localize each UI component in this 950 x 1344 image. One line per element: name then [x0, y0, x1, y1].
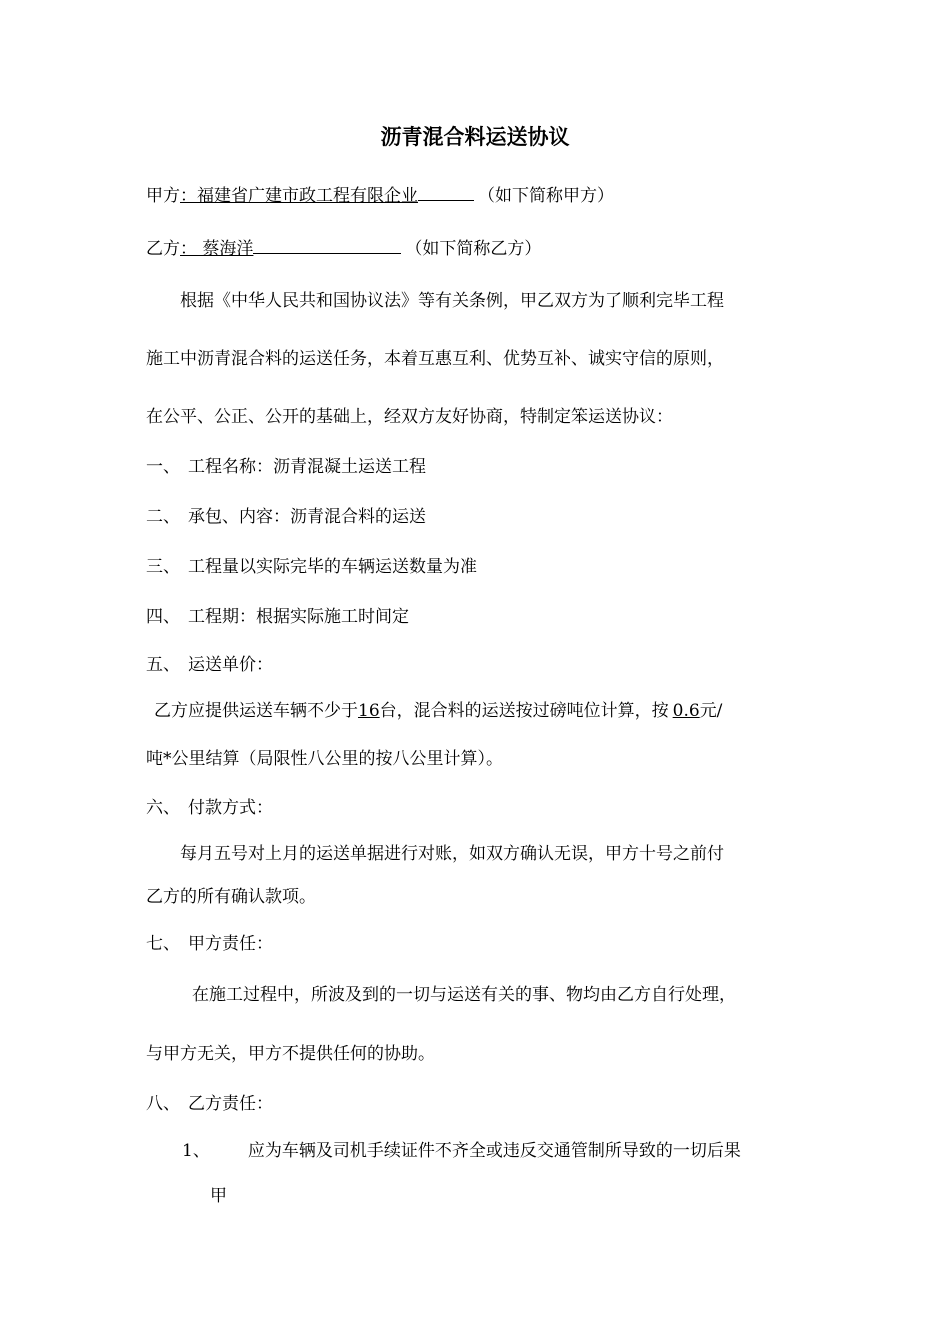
section-2-text: 承包、内容：沥青混合料的运送: [188, 507, 426, 527]
party-b-label: 乙方: [146, 239, 180, 259]
section-5-body-line-1: [154, 700, 722, 722]
section-6-body-line-1: 每月五号对上月的运送单据进行对账，如双方确认无误，甲方十号之前付: [180, 844, 724, 864]
party-b-blank: [253, 236, 401, 254]
section-4-num: 四、: [146, 607, 180, 627]
section-6-body-line-2: 乙方的所有确认款项。: [146, 887, 316, 907]
intro-line-2: 施工中沥青混合料的运送任务，本着互惠互利、优势互补、诚实守信的原则，: [146, 349, 724, 369]
section-7-text: 甲方责任：: [188, 934, 273, 954]
section-2: [146, 506, 426, 528]
section-8-item-1: [182, 1140, 741, 1162]
section-1-num: 一、: [146, 457, 180, 477]
party-b-line: [146, 236, 541, 260]
section-8-num: 八、: [146, 1094, 180, 1114]
document-title: 沥青混合料运送协议: [380, 124, 570, 149]
section-5-body-part-3: 元/: [699, 701, 723, 721]
party-a-value: ：福建省广建市政工程有限企业: [180, 186, 418, 206]
section-8-item-1-num: 1、: [182, 1141, 210, 1161]
section-8: [146, 1093, 273, 1115]
unit-price: 0.6: [672, 701, 700, 721]
section-5: [146, 654, 273, 676]
vehicle-count: 16: [358, 701, 380, 721]
party-b-note: （如下简称乙方）: [405, 239, 542, 259]
section-7-num: 七、: [146, 934, 180, 954]
section-4-text: 工程期：根据实际施工时间定: [188, 607, 409, 627]
party-a-note: （如下简称甲方）: [478, 186, 614, 206]
party-a-blank: [418, 183, 474, 201]
section-1-text: 工程名称：沥青混凝土运送工程: [188, 457, 426, 477]
section-7-body-line-1: 在施工过程中，所波及到的一切与运送有关的事、物均由乙方自行处理，: [192, 985, 736, 1005]
section-3-text: 工程量以实际完毕的车辆运送数量为准: [188, 557, 477, 577]
intro-line-3: 在公平、公正、公开的基础上，经双方友好协商，特制定笨运送协议：: [146, 407, 673, 427]
section-6: [146, 797, 273, 819]
section-8-text: 乙方责任：: [188, 1094, 273, 1114]
section-3: [146, 556, 477, 578]
party-a-line: [146, 183, 614, 207]
section-2-num: 二、: [146, 507, 180, 527]
party-b-value: ： 蔡海洋: [180, 239, 254, 259]
section-5-num: 五、: [146, 655, 180, 675]
section-6-num: 六、: [146, 798, 180, 818]
section-6-text: 付款方式：: [188, 798, 273, 818]
section-8-item-1-continuation: 甲: [210, 1186, 227, 1206]
section-4: [146, 606, 409, 628]
section-7-body-line-2: 与甲方无关，甲方不提供任何的协助。: [146, 1044, 435, 1064]
section-5-text: 运送单价：: [188, 655, 273, 675]
section-7: [146, 933, 273, 955]
party-a-label: 甲方: [146, 186, 180, 206]
section-5-body-part-2: 台，混合料的运送按过磅吨位计算，按: [379, 701, 669, 721]
section-8-item-1-text: 应为车辆及司机手续证件不齐全或违反交通管制所导致的一切后果: [247, 1141, 741, 1161]
section-3-num: 三、: [146, 557, 180, 577]
section-1: [146, 456, 426, 478]
section-5-body-line-2: 吨*公里结算（局限性八公里的按八公里计算）。: [146, 749, 503, 769]
section-5-body-part-1: 乙方应提供运送车辆不少于: [154, 701, 358, 721]
intro-line-1: 根据《中华人民共和国协议法》等有关条例，甲乙双方为了顺利完毕工程: [180, 291, 724, 311]
